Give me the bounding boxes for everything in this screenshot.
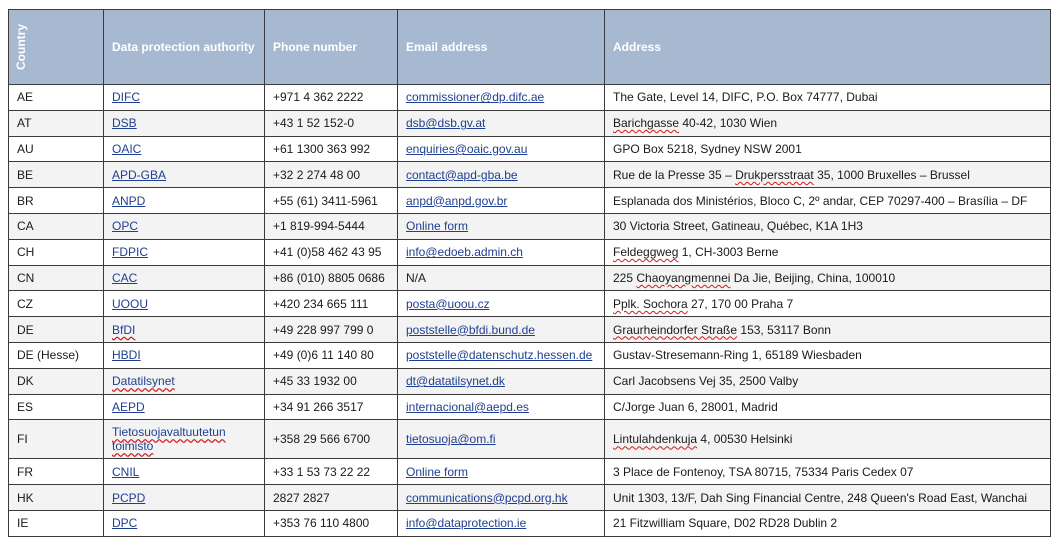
spellcheck-word: Chaoyangmennei bbox=[636, 270, 731, 285]
address-cell: GPO Box 5218, Sydney NSW 2001 bbox=[605, 136, 1051, 162]
table-row bbox=[9, 162, 1051, 188]
column-header-country: Country bbox=[9, 10, 104, 85]
authority-cell bbox=[104, 85, 265, 111]
phone-cell: 2827 2827 bbox=[265, 485, 398, 511]
country-cell: HK bbox=[9, 485, 104, 511]
table-row bbox=[9, 188, 1051, 214]
email-cell bbox=[398, 510, 605, 536]
phone-cell: +49 228 997 799 0 bbox=[265, 317, 398, 343]
authority-link[interactable]: HBDI bbox=[112, 348, 141, 363]
address-cell: Esplanada dos Ministérios, Bloco C, 2º andar, CEP 70297-400 – Brasília – DF bbox=[605, 188, 1051, 214]
table-row bbox=[9, 110, 1051, 136]
online-form-link[interactable]: Online form bbox=[406, 464, 469, 479]
country-cell: DE bbox=[9, 317, 104, 343]
address-cell: 3 Place de Fontenoy, TSA 80715, 75334 Paris Cedex 07 bbox=[605, 459, 1051, 485]
email-link[interactable]: contact@apd-gba.be bbox=[406, 167, 518, 182]
address-cell bbox=[605, 317, 1051, 343]
email-cell bbox=[398, 420, 605, 459]
country-cell: DK bbox=[9, 368, 104, 394]
email-cell bbox=[398, 188, 605, 214]
authority-link[interactable]: APD-GBA bbox=[112, 167, 167, 182]
country-cell: CA bbox=[9, 213, 104, 239]
authority-link[interactable]: CNIL bbox=[112, 464, 140, 479]
authority-cell bbox=[104, 510, 265, 536]
email-cell bbox=[398, 136, 605, 162]
address-text: 4, 00530 Helsinki bbox=[697, 432, 793, 447]
address-text: 1, CH-3003 Berne bbox=[678, 245, 779, 260]
email-link[interactable]: tietosuoja@om.fi bbox=[406, 432, 496, 447]
country-cell: CH bbox=[9, 239, 104, 265]
email-cell bbox=[398, 85, 605, 111]
country-cell: BR bbox=[9, 188, 104, 214]
address-cell: C/Jorge Juan 6, 28001, Madrid bbox=[605, 394, 1051, 420]
column-header-address: Address bbox=[605, 10, 1051, 85]
spellcheck-word: Barichgasse bbox=[613, 116, 680, 131]
email-cell bbox=[398, 317, 605, 343]
authority-link[interactable]: OAIC bbox=[112, 141, 142, 156]
country-cell: BE bbox=[9, 162, 104, 188]
header-row bbox=[9, 10, 1051, 85]
table-row bbox=[9, 239, 1051, 265]
phone-cell: +34 91 266 3517 bbox=[265, 394, 398, 420]
address-text: Da Jie, Beijing, China, 100010 bbox=[730, 270, 896, 285]
country-cell: AT bbox=[9, 110, 104, 136]
table-row bbox=[9, 136, 1051, 162]
authority-link[interactable]: CAC bbox=[112, 270, 138, 285]
authority-cell bbox=[104, 213, 265, 239]
column-header-phone: Phone number bbox=[265, 10, 398, 85]
authority-cell bbox=[104, 317, 265, 343]
authority-link[interactable]: PCPD bbox=[112, 490, 146, 505]
authority-link[interactable]: Tietosuojavaltuutetun toimisto bbox=[112, 425, 226, 454]
authority-cell bbox=[104, 265, 265, 291]
email-cell bbox=[398, 459, 605, 485]
phone-cell: +55 (61) 3411-5961 bbox=[265, 188, 398, 214]
online-form-link[interactable]: Online form bbox=[406, 219, 469, 234]
phone-cell: +971 4 362 2222 bbox=[265, 85, 398, 111]
address-cell: Unit 1303, 13/F, Dah Sing Financial Centre, 248 Queen's Road East, Wanchai bbox=[605, 485, 1051, 511]
address-cell bbox=[605, 265, 1051, 291]
email-link[interactable]: poststelle@datenschutz.hessen.de bbox=[406, 348, 593, 363]
email-link[interactable]: dt@datatilsynet.dk bbox=[406, 374, 505, 389]
email-link[interactable]: info@edoeb.admin.ch bbox=[406, 245, 523, 260]
country-cell: ES bbox=[9, 394, 104, 420]
email-cell bbox=[398, 110, 605, 136]
phone-cell: +41 (0)58 462 43 95 bbox=[265, 239, 398, 265]
phone-cell: +86 (010) 8805 0686 bbox=[265, 265, 398, 291]
table-row bbox=[9, 459, 1051, 485]
address-cell bbox=[605, 110, 1051, 136]
address-cell: 30 Victoria Street, Gatineau, Québec, K1A 1H3 bbox=[605, 213, 1051, 239]
authority-link[interactable]: FDPIC bbox=[112, 245, 148, 260]
address-cell: Carl Jacobsens Vej 35, 2500 Valby bbox=[605, 368, 1051, 394]
email-link[interactable]: info@dataprotection.ie bbox=[406, 516, 527, 531]
spellcheck-word: Pplk. Sochora bbox=[613, 296, 688, 311]
phone-cell: +49 (0)6 11 140 80 bbox=[265, 342, 398, 368]
phone-cell: +1 819-994-5444 bbox=[265, 213, 398, 239]
email-cell bbox=[398, 291, 605, 317]
phone-cell: +358 29 566 6700 bbox=[265, 420, 398, 459]
authority-cell bbox=[104, 110, 265, 136]
authority-link[interactable]: Datatilsynet bbox=[112, 374, 175, 389]
phone-cell: +43 1 52 152-0 bbox=[265, 110, 398, 136]
address-cell: The Gate, Level 14, DIFC, P.O. Box 74777, Dubai bbox=[605, 85, 1051, 111]
authority-cell bbox=[104, 420, 265, 459]
phone-cell: +420 234 665 111 bbox=[265, 291, 398, 317]
table-row bbox=[9, 394, 1051, 420]
table-row bbox=[9, 368, 1051, 394]
table-row bbox=[9, 265, 1051, 291]
authority-link[interactable]: AEPD bbox=[112, 399, 145, 414]
data-protection-authorities-table bbox=[8, 9, 1051, 537]
authority-link[interactable]: UOOU bbox=[112, 296, 148, 311]
authority-cell bbox=[104, 394, 265, 420]
email-link[interactable]: posta@uoou.cz bbox=[406, 296, 490, 311]
address-text: 153, 53117 Bonn bbox=[737, 322, 831, 337]
address-text: Rue de la Presse 35 – bbox=[613, 167, 736, 182]
authority-cell bbox=[104, 368, 265, 394]
table-row bbox=[9, 420, 1051, 459]
email-cell bbox=[398, 394, 605, 420]
email-cell bbox=[398, 485, 605, 511]
spellcheck-word: Drukpersstraat bbox=[735, 167, 814, 182]
table-row bbox=[9, 291, 1051, 317]
country-cell: FR bbox=[9, 459, 104, 485]
country-cell: CZ bbox=[9, 291, 104, 317]
column-header-authority: Data protection authority bbox=[104, 10, 265, 85]
authority-link[interactable]: BfDI bbox=[112, 322, 136, 337]
address-cell bbox=[605, 420, 1051, 459]
email-cell bbox=[398, 368, 605, 394]
country-cell: AE bbox=[9, 85, 104, 111]
address-text: 225 bbox=[613, 270, 637, 285]
email-cell: N/A bbox=[398, 265, 605, 291]
country-cell: DE (Hesse) bbox=[9, 342, 104, 368]
phone-cell: +33 1 53 73 22 22 bbox=[265, 459, 398, 485]
authority-cell bbox=[104, 459, 265, 485]
email-link[interactable]: enquiries@oaic.gov.au bbox=[406, 141, 528, 156]
address-text: 40-42, 1030 Wien bbox=[679, 116, 778, 131]
email-cell bbox=[398, 342, 605, 368]
address-cell bbox=[605, 239, 1051, 265]
address-text: 35, 1000 Bruxelles – Brussel bbox=[813, 167, 970, 182]
country-cell: CN bbox=[9, 265, 104, 291]
phone-cell: +32 2 274 48 00 bbox=[265, 162, 398, 188]
authority-link[interactable]: DSB bbox=[112, 116, 137, 131]
authority-cell bbox=[104, 239, 265, 265]
table-row bbox=[9, 85, 1051, 111]
authority-link[interactable]: DPC bbox=[112, 516, 138, 531]
country-cell: IE bbox=[9, 510, 104, 536]
country-cell: FI bbox=[9, 420, 104, 459]
authority-cell bbox=[104, 162, 265, 188]
email-link[interactable]: poststelle@bfdi.bund.de bbox=[406, 322, 535, 337]
column-header-email: Email address bbox=[398, 10, 605, 85]
authority-cell bbox=[104, 342, 265, 368]
authority-link[interactable]: OPC bbox=[112, 219, 139, 234]
authority-cell bbox=[104, 188, 265, 214]
email-cell bbox=[398, 213, 605, 239]
address-cell bbox=[605, 162, 1051, 188]
authority-cell bbox=[104, 291, 265, 317]
authority-link[interactable]: DIFC bbox=[112, 90, 140, 105]
spellcheck-word: Feldeggweg bbox=[613, 245, 679, 260]
phone-cell: +353 76 110 4800 bbox=[265, 510, 398, 536]
authority-cell bbox=[104, 136, 265, 162]
address-cell bbox=[605, 291, 1051, 317]
authority-cell bbox=[104, 485, 265, 511]
email-link[interactable]: internacional@aepd.es bbox=[406, 399, 529, 414]
phone-cell: +61 1300 363 992 bbox=[265, 136, 398, 162]
phone-cell: +45 33 1932 00 bbox=[265, 368, 398, 394]
authority-link[interactable]: ANPD bbox=[112, 193, 146, 208]
table-row bbox=[9, 510, 1051, 536]
table-row bbox=[9, 485, 1051, 511]
address-text: 27, 170 00 Praha 7 bbox=[687, 296, 794, 311]
country-cell: AU bbox=[9, 136, 104, 162]
email-link[interactable]: communications@pcpd.org.hk bbox=[406, 490, 568, 505]
table-row bbox=[9, 317, 1051, 343]
address-cell: Gustav-Stresemann-Ring 1, 65189 Wiesbaden bbox=[605, 342, 1051, 368]
table-row bbox=[9, 213, 1051, 239]
email-link[interactable]: commissioner@dp.difc.ae bbox=[406, 90, 545, 105]
email-link[interactable]: dsb@dsb.gv.at bbox=[406, 116, 486, 131]
spellcheck-word: Graurheindorfer Straße bbox=[613, 322, 738, 337]
table-row bbox=[9, 342, 1051, 368]
spellcheck-word: Lintulahdenkuja bbox=[613, 432, 698, 447]
email-link[interactable]: anpd@anpd.gov.br bbox=[406, 193, 508, 208]
email-cell bbox=[398, 162, 605, 188]
address-cell: 21 Fitzwilliam Square, D02 RD28 Dublin 2 bbox=[605, 510, 1051, 536]
email-cell bbox=[398, 239, 605, 265]
